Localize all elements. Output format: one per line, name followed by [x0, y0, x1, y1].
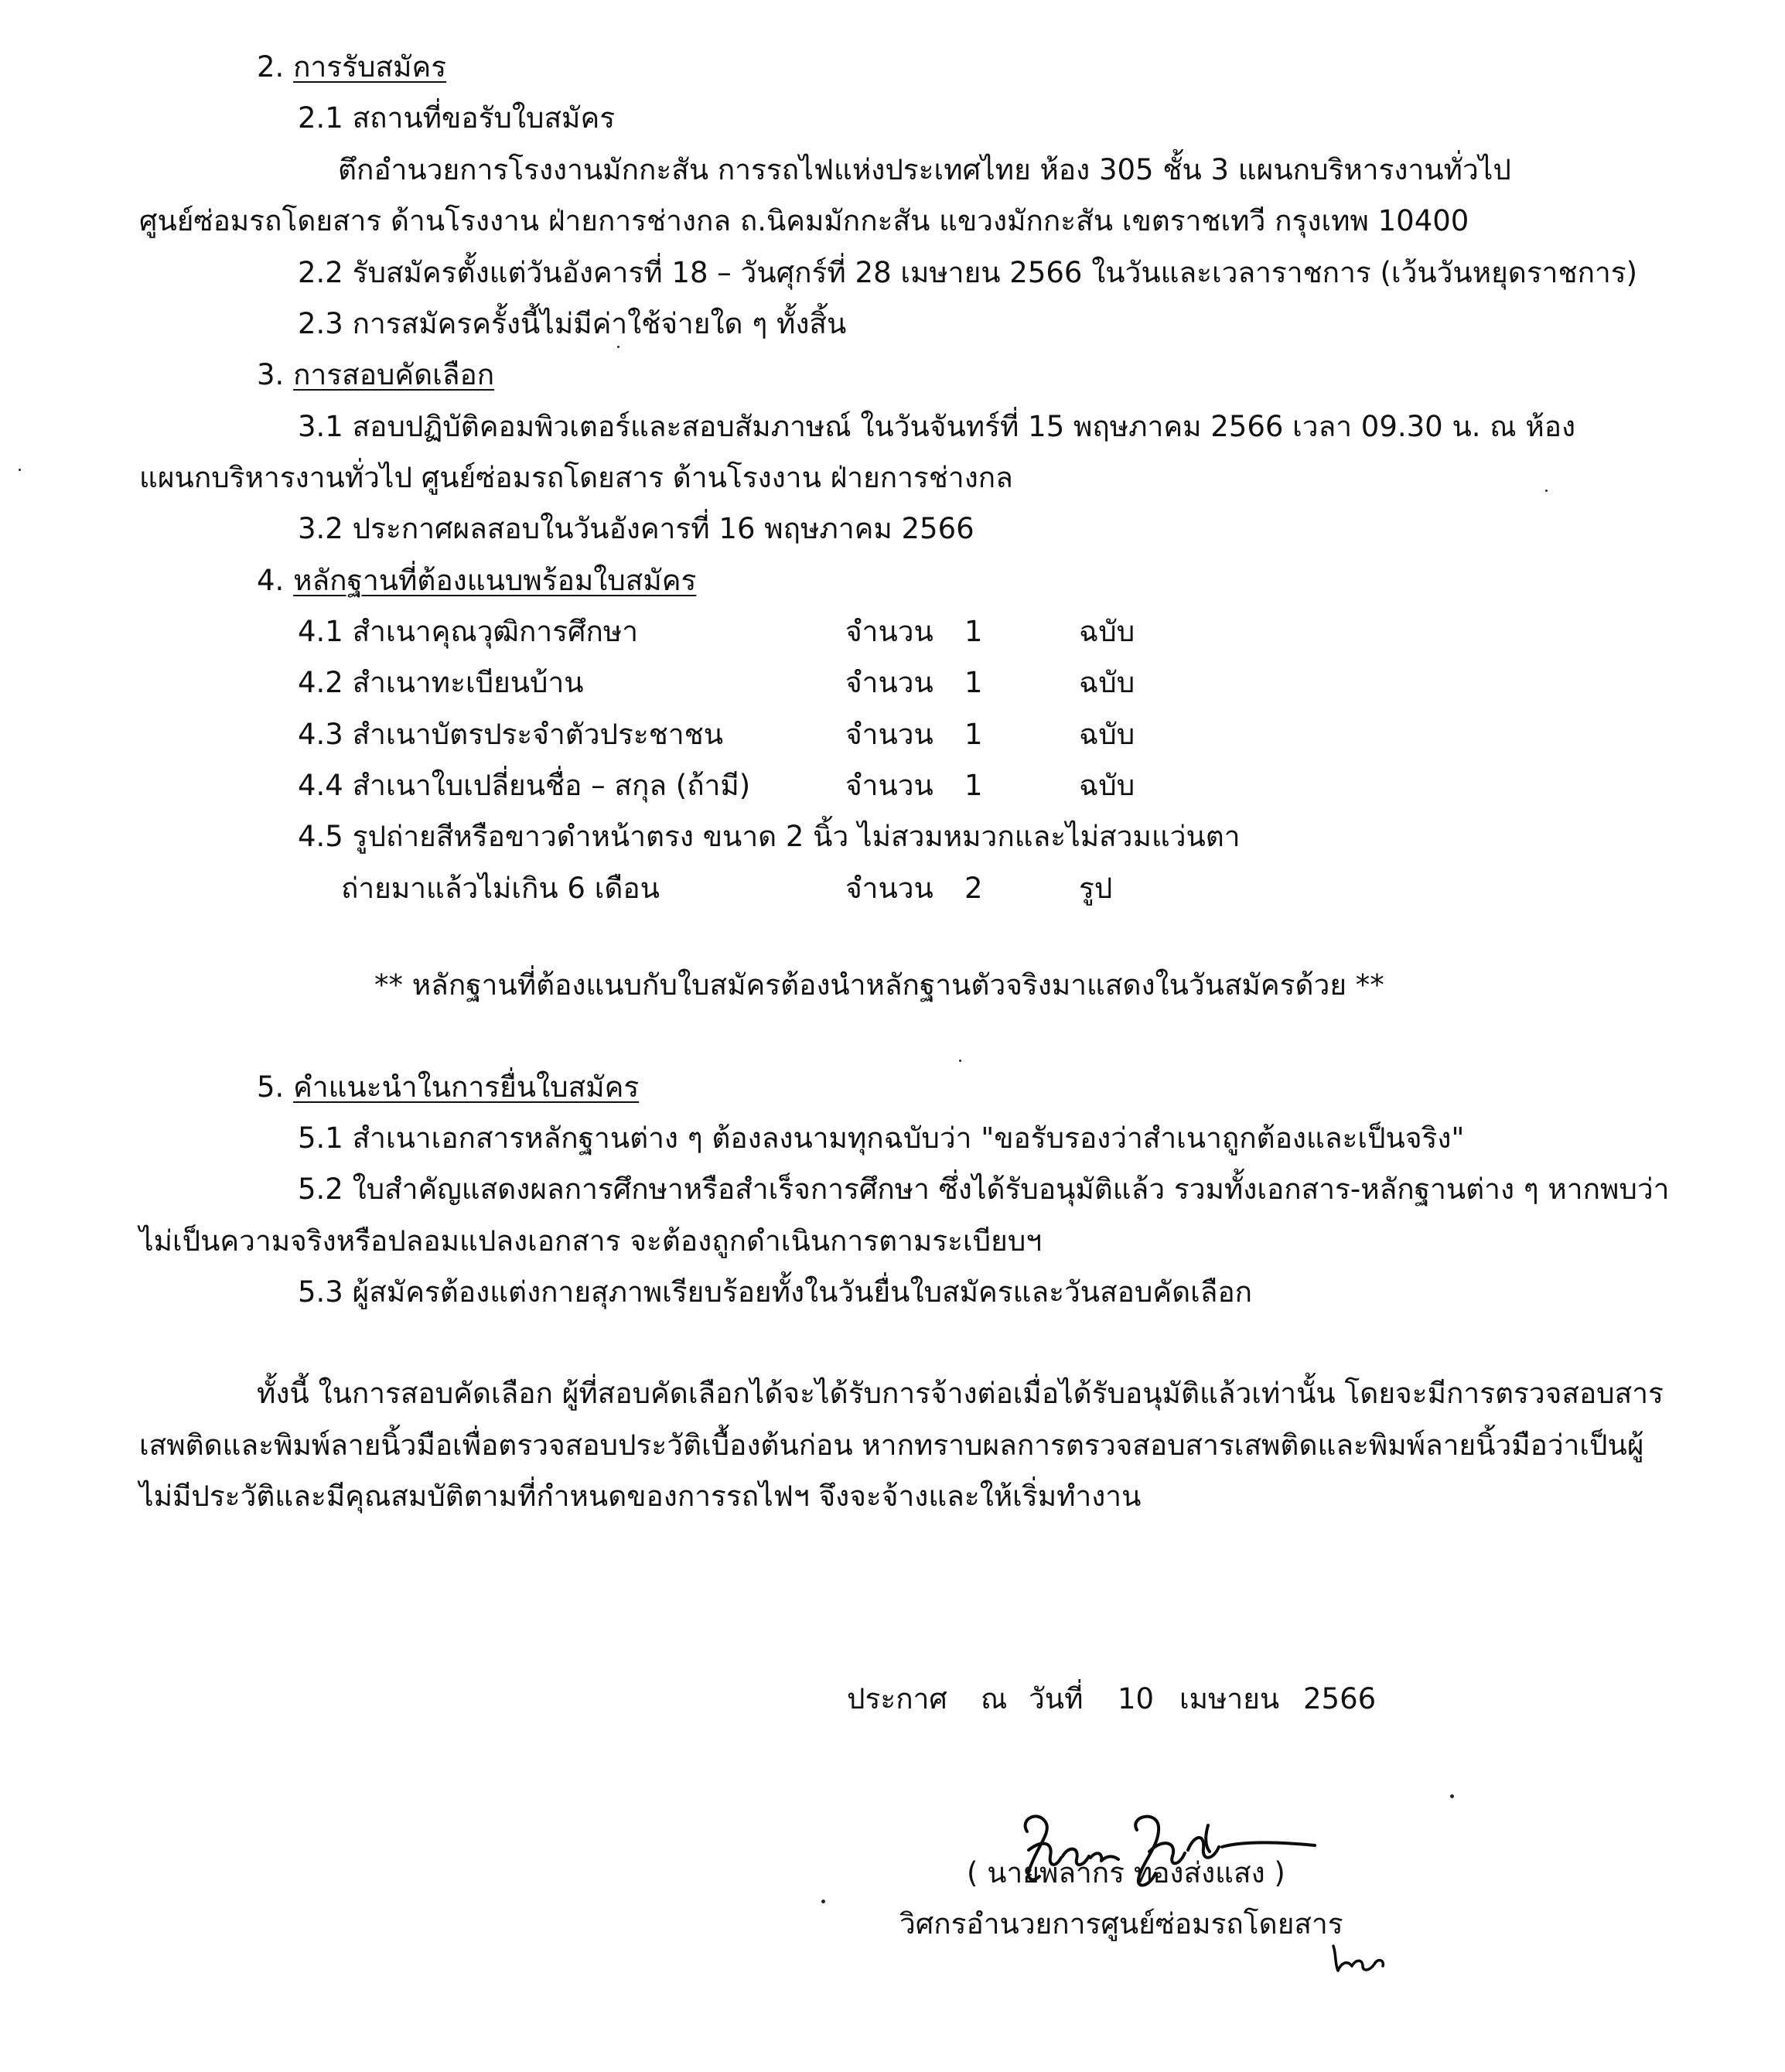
scan-speck: [1450, 1794, 1454, 1798]
item-4-1-unit: ฉบับ: [1079, 615, 1135, 648]
section-2-heading: [257, 50, 447, 84]
item-4-3-qty: 1: [964, 718, 983, 751]
item-4-3-qty-word: จำนวน: [845, 718, 933, 751]
announce-day-word: วันที่: [1029, 1682, 1084, 1715]
item-2-2: 2.2 รับสมัครตั้งแต่วันอังคารที่ 18 – วันศุกร์ที่ 28 เมษายน 2566 ในวันและเวลาราชการ (เว้นวันหยุดราชการ): [298, 256, 1638, 289]
item-4-5-line2: ถ่ายมาแล้วไม่เกิน 6 เดือน: [341, 872, 660, 905]
closing-line3: ไม่มีประวัติและมีคุณสมบัติตามที่กำหนดของการรถไฟฯ จึงจะจ้างและให้เริ่มทำงาน: [139, 1480, 1142, 1513]
announce-month: เมษายน: [1179, 1682, 1280, 1715]
item-4-4-unit: ฉบับ: [1079, 769, 1135, 802]
item-4-5-line1: 4.5 รูปถ่ายสีหรือขาวดำหน้าตรง ขนาด 2 นิ้ว ไม่สวมหมวกและไม่สวมแว่นตา: [298, 820, 1241, 853]
scan-speck: [1545, 490, 1548, 492]
item-4-2-qty-word: จำนวน: [845, 666, 933, 699]
item-4-5-qty: 2: [964, 872, 983, 905]
scan-speck: [19, 469, 21, 471]
item-2-1: 2.1 สถานที่ขอรับใบสมัคร: [298, 101, 616, 135]
section-5-number: 5.: [257, 1070, 285, 1104]
section-3-title: การสอบคัดเลือก: [293, 358, 495, 391]
item-4-5-unit: รูป: [1079, 872, 1113, 905]
section-4-heading: [257, 566, 696, 595]
announce-at: ณ: [981, 1682, 1008, 1715]
item-4-2-qty: 1: [964, 666, 983, 699]
item-5-1: 5.1 สำเนาเอกสารหลักฐานต่าง ๆ ต้องลงนามทุกฉบับว่า "ขอรับรองว่าสำเนาถูกต้องและเป็นจริง": [298, 1121, 1465, 1155]
closing-line1: ทั้งนี้ ในการสอบคัดเลือก ผู้ที่สอบคัดเลือกได้จะได้รับการจ้างต่อเมื่อได้รับอนุมัติแล้วเท่านั้น โดยจะมีการตรวจสอบสาร: [257, 1377, 1664, 1410]
item-2-3: 2.3 การสมัครครั้งนี้ไม่มีค่าใช้จ่ายใด ๆ ทั้งสิ้น: [298, 307, 847, 340]
announce-day: 10: [1118, 1682, 1155, 1715]
item-5-2-line1: 5.2 ใบสำคัญแสดงผลการศึกษาหรือสำเร็จการศึกษา ซึ่งได้รับอนุมัติแล้ว รวมทั้งเอกสาร-หลักฐานต่าง ๆ หากพบว่า: [298, 1173, 1670, 1206]
item-4-2-unit: ฉบับ: [1079, 666, 1135, 699]
item-2-1-address-line1: ตึกอำนวยการโรงงานมักกะสัน การรถไฟแห่งประเทศไทย ห้อง 305 ชั้น 3 แผนกบริหารงานทั่วไป: [338, 153, 1511, 186]
signatory-name: ( นายพลากร ทองส่งแสง ): [967, 1856, 1285, 1889]
item-4-3-unit: ฉบับ: [1079, 718, 1135, 751]
closing-line2: เสพติดและพิมพ์ลายนิ้วมือเพื่อตรวจสอบประวัติเบื้องต้นก่อน หากทราบผลการตรวจสอบสารเสพติดและพิมพ์ลายนิ้วมือว่าเป็นผู้: [139, 1429, 1644, 1462]
section-4-title: หลักฐานที่ต้องแนบพร้อมใบสมัคร: [293, 564, 697, 597]
section-2-number: 2.: [257, 50, 285, 84]
item-3-1-line1: 3.1 สอบปฏิบัติคอมพิวเตอร์และสอบสัมภาษณ์ ในวันจันทร์ที่ 15 พฤษภาคม 2566 เวลา 09.30 น. ณ ห้อง: [298, 410, 1576, 443]
initials-mark: [1329, 1940, 1391, 1977]
scan-speck: [959, 1060, 961, 1062]
item-4-4-label: 4.4 สำเนาใบเปลี่ยนชื่อ – สกุล (ถ้ามี): [298, 769, 751, 802]
section-5-title: คำแนะนำในการยื่นใบสมัคร: [293, 1070, 640, 1104]
item-3-2: 3.2 ประกาศผลสอบในวันอังคารที่ 16 พฤษภาคม 2566: [298, 512, 974, 545]
item-4-3-label: 4.3 สำเนาบัตรประจำตัวประชาชน: [298, 718, 724, 751]
signatory-position: วิศกรอำนวยการศูนย์ซ่อมรถโดยสาร: [899, 1907, 1343, 1941]
item-4-1-qty-word: จำนวน: [845, 615, 933, 648]
item-4-5-qty-word: จำนวน: [845, 872, 933, 905]
item-4-1-label: 4.1 สำเนาคุณวุฒิการศึกษา: [298, 615, 639, 648]
announce-year: 2566: [1303, 1682, 1377, 1715]
item-2-1-address-line2: ศูนย์ซ่อมรถโดยสาร ด้านโรงงาน ฝ่ายการช่างกล ถ.นิคมมักกะสัน แขวงมักกะสัน เขตราชเทวี กรุงเทพ 10400: [139, 204, 1469, 237]
item-4-4-qty-word: จำนวน: [845, 769, 933, 802]
section-2-title: การรับสมัคร: [293, 50, 447, 84]
section-4-number: 4.: [257, 564, 285, 597]
section-5-heading: [257, 1070, 640, 1104]
item-4-4-qty: 1: [964, 769, 983, 802]
announce-word: ประกาศ: [847, 1682, 947, 1715]
scan-speck: [617, 346, 619, 348]
item-5-3: 5.3 ผู้สมัครต้องแต่งกายสุภาพเรียบร้อยทั้งในวันยื่นใบสมัครและวันสอบคัดเลือก: [298, 1275, 1253, 1309]
evidence-note: ** หลักฐานที่ต้องแนบกับใบสมัครต้องนำหลักฐานตัวจริงมาแสดงในวันสมัครด้วย **: [374, 968, 1384, 1002]
scan-speck: [821, 1900, 825, 1903]
section-3-heading: [257, 360, 494, 389]
item-5-2-line2: ไม่เป็นความจริงหรือปลอมแปลงเอกสาร จะต้องถูกดำเนินการตามระเบียบฯ: [139, 1224, 1043, 1258]
item-3-1-line2: แผนกบริหารงานทั่วไป ศูนย์ซ่อมรถโดยสาร ด้านโรงงาน ฝ่ายการช่างกล: [139, 461, 1013, 494]
section-3-number: 3.: [257, 358, 285, 391]
item-4-2-label: 4.2 สำเนาทะเบียนบ้าน: [298, 666, 584, 699]
item-4-1-qty: 1: [964, 615, 983, 648]
